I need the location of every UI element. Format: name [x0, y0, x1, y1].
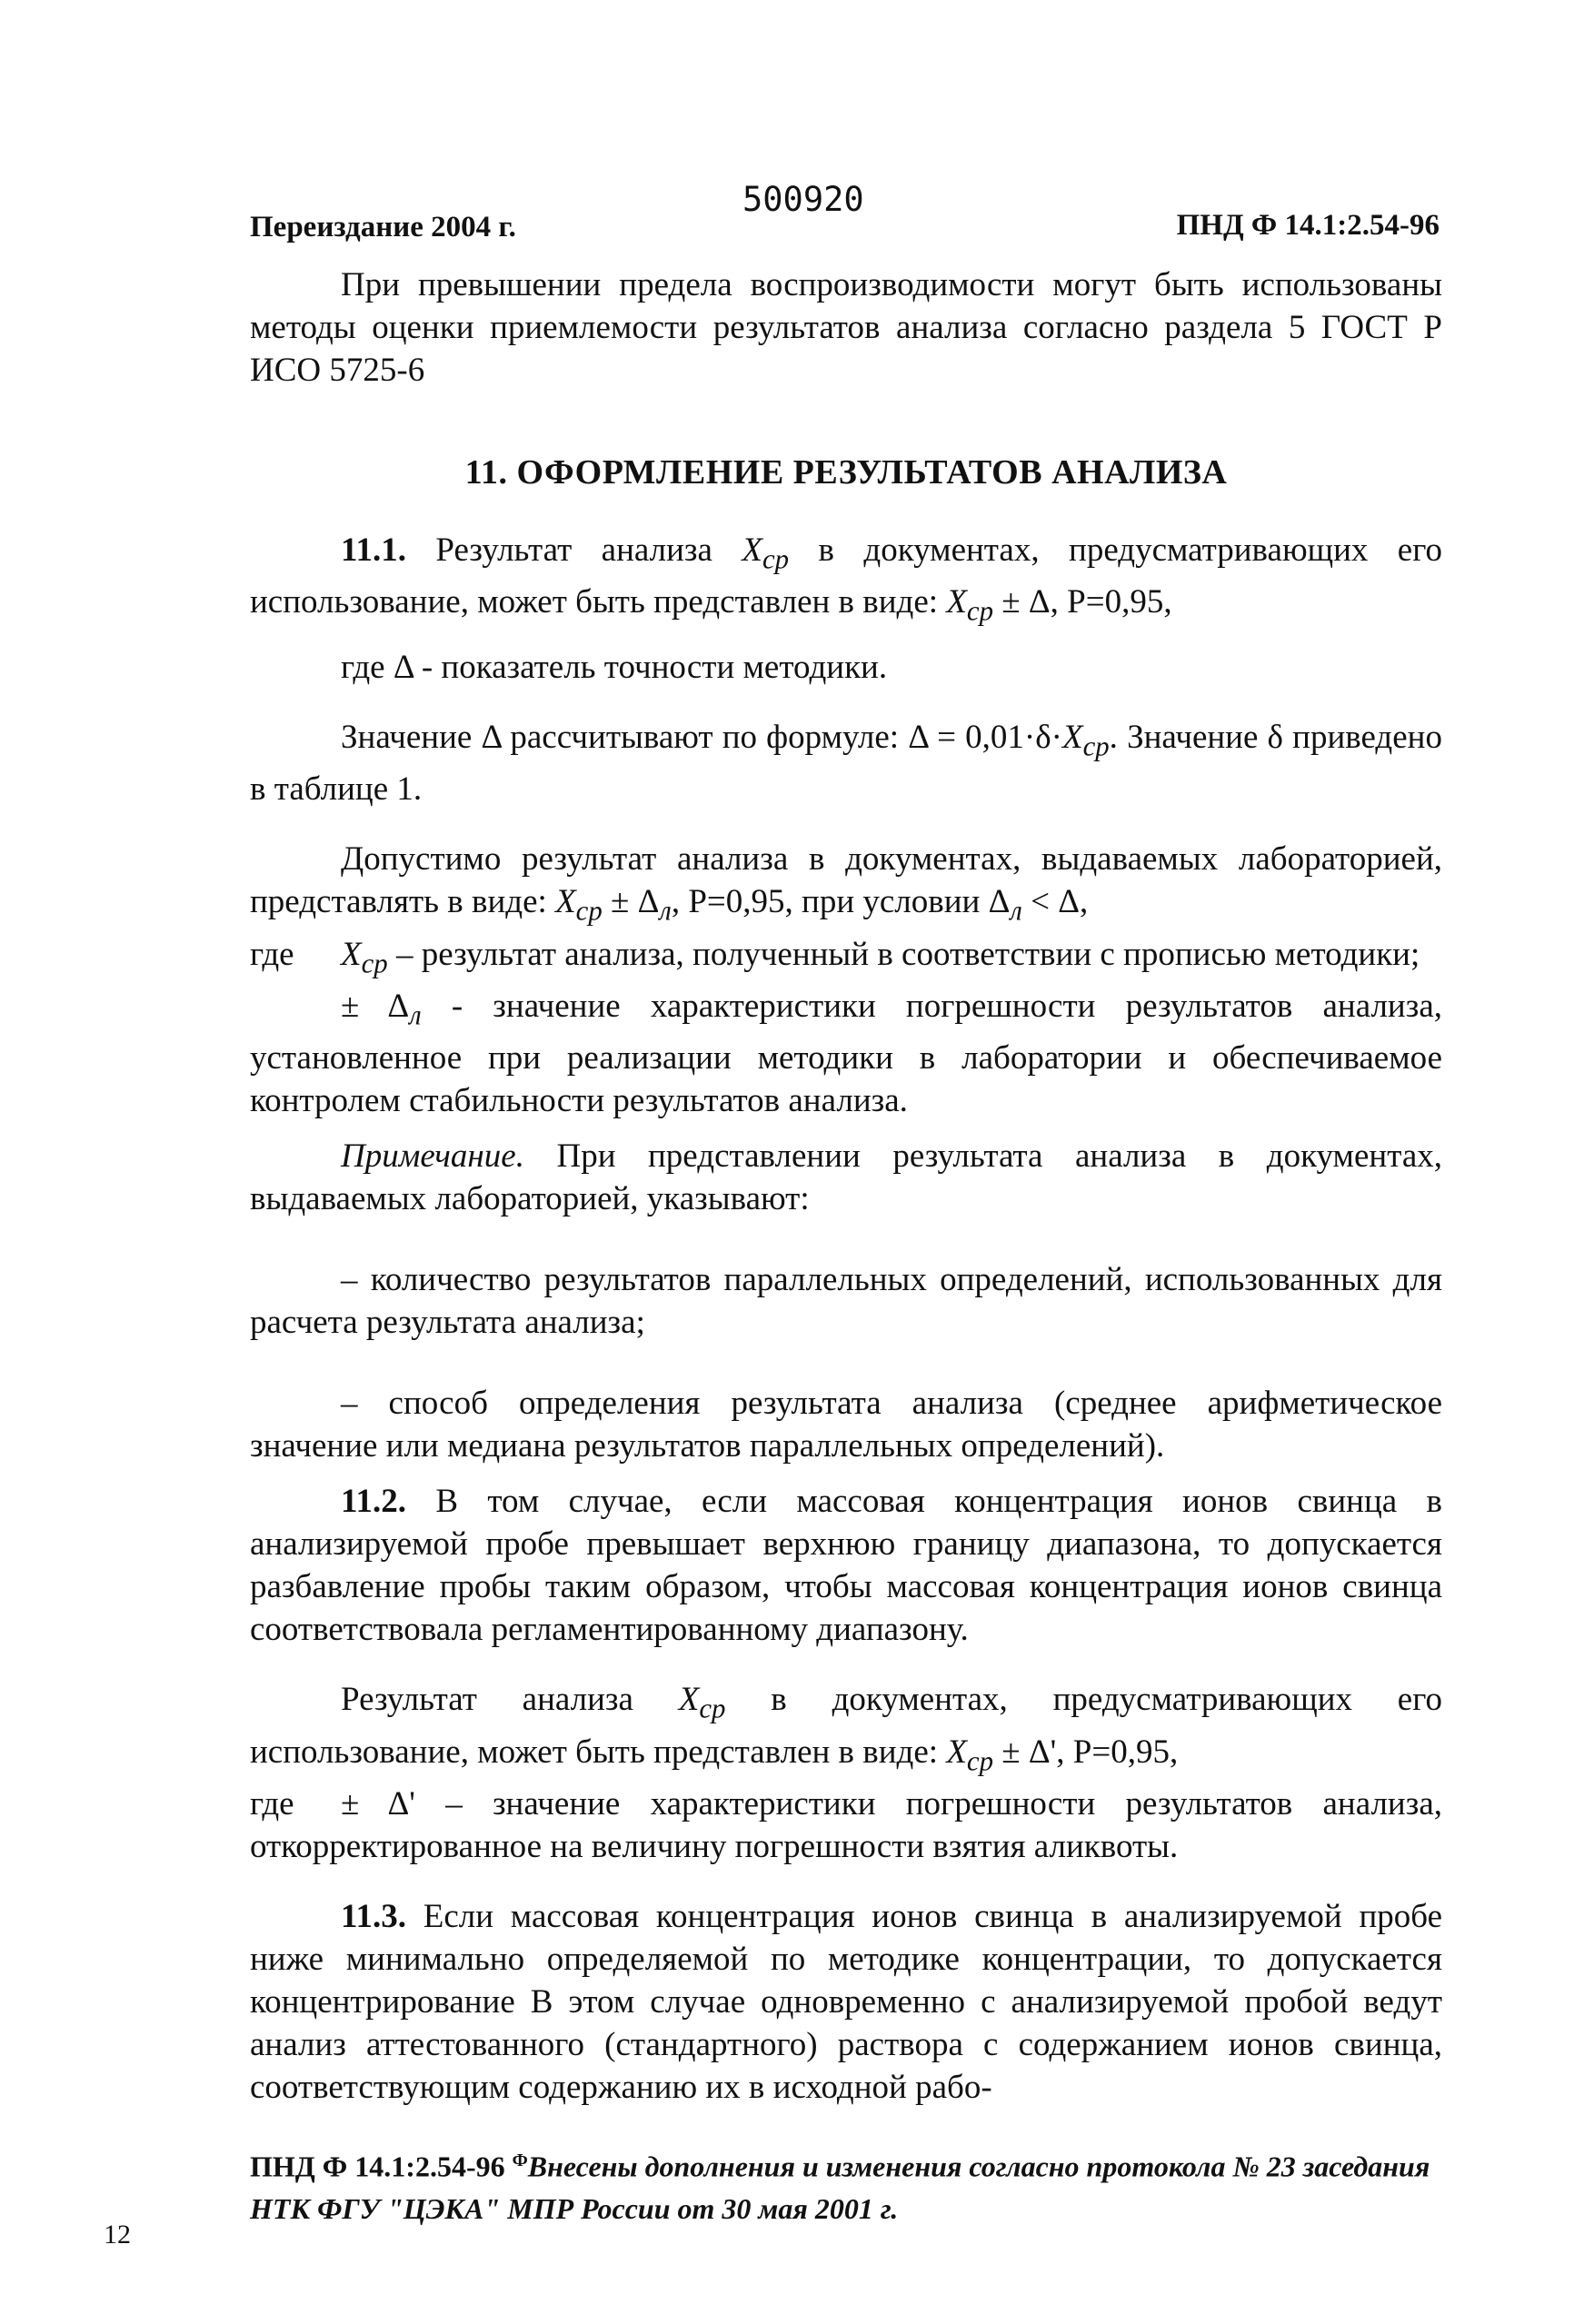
paragraph-11-2 — [250, 1480, 1442, 1651]
where-delta-line: где Δ - показатель точности методики. — [341, 648, 888, 686]
where-label: где — [250, 935, 294, 973]
section-title: 11. ОФОРМЛЕНИЕ РЕЗУЛЬТАТОВ АНАЛИЗА — [464, 453, 1228, 492]
intro-paragraph: При превышении предела воспроизводимости могут быть использованы методы оценки приемлемости результатов анализа согласно раздела 5 ГОСТ Р ИСО 5725-6 — [250, 266, 1442, 389]
text-run: Результат анализа — [405, 531, 742, 569]
text-run: - значение характеристики погрешности результатов анализа, установленное при реализации методики в лаборатории и обеспечиваемое контролем стабильности результатов анализа. — [250, 987, 1443, 1120]
text-run: , Р=0,95, при условии Δ — [671, 883, 1011, 921]
symbol-sub: л — [409, 999, 422, 1031]
note-item-1: – количество результатов параллельных определений, использованных для расчета результата анализа; — [250, 1261, 1442, 1342]
symbol-x: X — [742, 531, 762, 569]
paragraph-number: 11.3. — [341, 1898, 406, 1936]
text-run: ± Δ' – значение характеристики погрешности результатов анализа, откорректированное на величину погрешности взятия аликвоты. — [250, 1785, 1442, 1866]
footnote-doc-code: ПНД Ф 14.1:2.54-96 — [250, 2150, 513, 2183]
text-run: Результат анализа — [341, 1681, 679, 1719]
text-run: В том случае, если массовая концентрация ионов свинца в анализируемой пробе превышает верхнюю границу диапазона, то допускается разбавление пробы таким образом, чтобы массовая концентрация ионов свинца соответствовала регламентированному диапазону. — [250, 1483, 1442, 1649]
text-run: При представлении результата анализа в документах, выдаваемых лабораторией, указывают: — [250, 1137, 1442, 1218]
text-run: . Значение δ приведено в таблице 1. — [250, 718, 1442, 809]
header-edition: Переиздание 2004 г. — [250, 211, 516, 243]
text-run: – результат анализа, полученный в соответствии с прописью методики; — [387, 935, 1420, 973]
symbol-sub: ср — [966, 595, 994, 627]
text-run: ± Δ — [341, 987, 410, 1025]
text-run: Значение Δ рассчитывают по формуле: Δ = 0,01·δ· — [341, 718, 1062, 756]
note-label: Примечание. — [341, 1137, 524, 1176]
text-run: ± Δ, Р=0,95, — [993, 583, 1172, 621]
footnote — [250, 2140, 1440, 2230]
symbol-sub: ср — [575, 895, 603, 927]
delta-l-description — [250, 985, 1442, 1122]
header-doc-code: ПНД Ф 14.1:2.54-96 — [1176, 209, 1440, 242]
footnote-text: Внесены дополнения и изменения согласно протокола № 23 заседания НТК ФГУ "ЦЭКА" МПР России от 30 мая 2001 г. — [250, 2150, 1430, 2225]
symbol-sub: л — [659, 895, 672, 927]
symbol-x: X — [946, 1733, 967, 1771]
symbol-sub: ср — [762, 543, 790, 575]
symbol-sub: ср — [966, 1745, 994, 1777]
symbol-sub: ср — [699, 1693, 726, 1724]
body-text — [250, 263, 1442, 2109]
text-run: < Δ, — [1021, 883, 1089, 921]
symbol-x: X — [678, 1681, 700, 1719]
text-run: в документах, предусматривающих его использование, может быть представлен в виде: — [250, 531, 1442, 621]
symbol-sub: л — [1010, 895, 1022, 927]
paragraph-11-1 — [250, 529, 1442, 633]
delta-formula-paragraph — [250, 716, 1442, 810]
text-run: ± Δ', Р=0,95, — [993, 1733, 1179, 1771]
text-run: ± Δ — [602, 883, 660, 921]
symbol-x: X — [946, 583, 967, 621]
where-delta-prime-line — [250, 1783, 1442, 1868]
paragraph-number: 11.1. — [341, 531, 406, 569]
where-label: где — [250, 1785, 294, 1823]
symbol-sub: ср — [361, 947, 388, 978]
symbol-sub: ср — [1082, 730, 1110, 762]
text-run: Если массовая концентрация ионов свинца в анализируемой пробе ниже минимально определяемой по методике концентрации, то допускается концентрирование В этом случае одновременно с анализируемой пробой ведут анализ аттестованного (стандартного) раствора с содержанием ионов свинца, соответствующим содержанию их в исходной рабо- — [250, 1898, 1442, 2107]
where-xcp-line — [250, 933, 1442, 985]
paragraph-number: 11.2. — [341, 1483, 406, 1521]
symbol-x: X — [1061, 718, 1083, 756]
symbol-x: X — [341, 935, 362, 973]
text-run: Допустимо результат анализа в документах, выдаваемых лабораторией, представлять в виде: — [250, 840, 1442, 921]
note-paragraph — [250, 1135, 1442, 1220]
header-stamp-number: 500920 — [742, 180, 864, 219]
note-item-2: – способ определения результата анализа (среднее арифметическое значение или медиана результатов параллельных определений). — [250, 1385, 1442, 1465]
paragraph-11-3 — [250, 1895, 1442, 2109]
footnote-mark: Ф — [512, 2150, 528, 2170]
paragraph-11-2b — [250, 1678, 1442, 1783]
page-number: 12 — [104, 2220, 131, 2250]
symbol-x: X — [555, 883, 576, 921]
allowed-paragraph — [250, 838, 1442, 932]
text-run: в документах, предусматривающих его использование, может быть представлен в виде: — [250, 1681, 1442, 1771]
